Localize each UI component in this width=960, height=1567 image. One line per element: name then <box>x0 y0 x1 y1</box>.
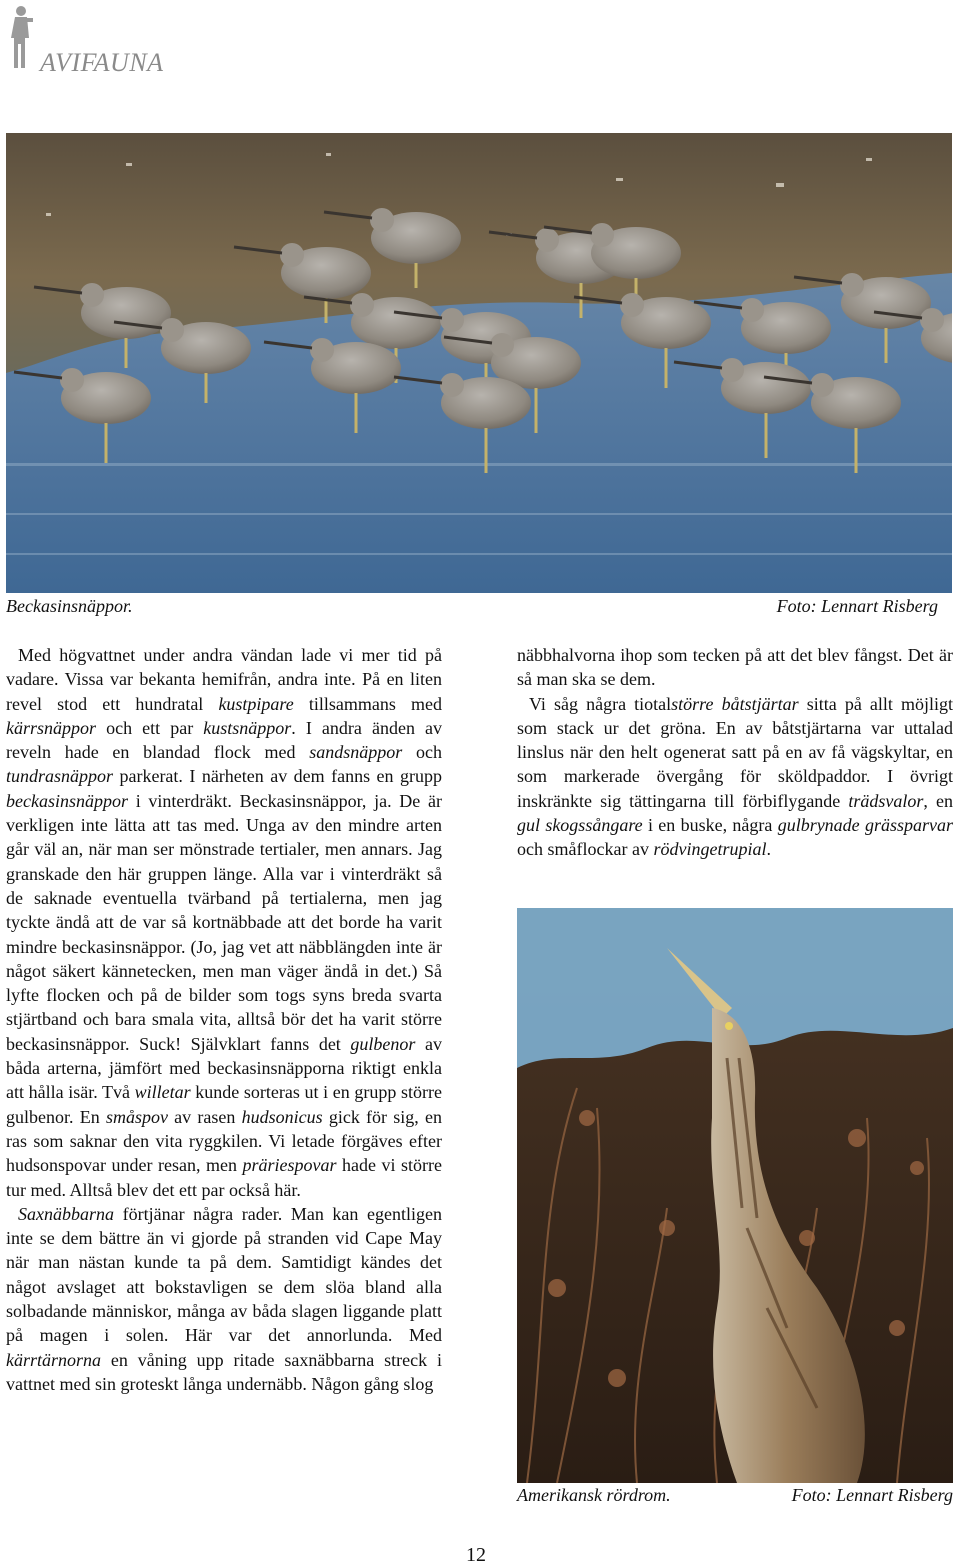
species-name: trädsvalor <box>848 790 924 811</box>
species-name: småspov <box>105 1106 168 1127</box>
photo-beckasinsnappor <box>6 133 952 593</box>
text-run: förtjänar några rader. Man kan egentligen inte se dem bättre än vi gjorde på stranden vid Cape May när man nästan kunde ta på dem. Samtidigt kändes det något avslaget att bokstavligen se dem slöa bland alla solbadande människor, många av båda slagen liggande platt på magen i solen. Här var det annorlunda. Med <box>6 1203 442 1346</box>
text-run: gick för sig, en ras som saknar den vita ryggkilen. Vi letade förgäves efter hudsonspovar under resan, men <box>6 1106 442 1176</box>
photo-caption: Beckasinsnäppor. <box>6 596 133 616</box>
birdwatcher-logo-icon <box>6 4 34 70</box>
page-number: 12 <box>466 1544 486 1566</box>
text-run: av rasen <box>167 1106 242 1127</box>
species-name: beckasinsnäppor <box>6 790 128 811</box>
species-name: gulbenor <box>350 1033 416 1054</box>
paragraph <box>6 643 442 1202</box>
text-run: näbbhalvorna ihop som tecken på att det blev fångst. Det är så man ska se dem. <box>517 645 953 690</box>
species-name: kärrsnäppor <box>6 717 97 738</box>
photo-caption: Amerikansk rördrom. <box>517 1485 671 1505</box>
article-column-right <box>517 643 953 862</box>
text-run: tillsammans med <box>293 693 442 714</box>
species-name: kustsnäppor <box>203 717 292 738</box>
paragraph <box>517 692 953 862</box>
text-run: . <box>766 839 771 860</box>
bittern-image <box>517 908 953 1483</box>
text-run: och <box>402 742 442 763</box>
article-column-left <box>6 643 442 1396</box>
shorebird-flock-image <box>6 133 952 593</box>
species-name: kärrtärnorna <box>6 1349 102 1370</box>
text-run: parkerat. I närheten av dem fanns en grupp <box>113 766 442 787</box>
species-name: hudsonicus <box>241 1106 323 1127</box>
text-run: i en buske, några <box>642 815 778 836</box>
paragraph <box>517 643 953 692</box>
text-run: av båda arterna, jämfört med beckasinsnäpporna riktigt enkla att hålla isär. Två <box>6 1033 442 1103</box>
species-name: gul skogssångare <box>517 815 643 836</box>
species-name: större båtstjärtar <box>671 693 799 714</box>
species-name: Saxnäbbarna <box>18 1203 114 1224</box>
text-run: . I andra änden av reveln hade en blandad flock med <box>6 717 442 763</box>
text-run: Vi såg några tiotal <box>529 693 672 714</box>
photo-amerikansk-rordrom <box>517 908 953 1483</box>
text-run: sitta på allt möjligt som stack ur det gröna. En av båtstjärtarna var uttalad linslus när den helt ogenerat satt på en av få vägskyltar, en som markerade övergång för sköldpaddor. I övrigt inskränkte sig tättingarna till förbiflygande <box>517 693 953 811</box>
text-run: , en <box>923 790 953 811</box>
text-run: en våning upp ritade saxnäbbarna streck i vattnet med sin groteskt långa undernäbb. Någon gång slog <box>6 1349 442 1394</box>
species-name: rödvingetrupial <box>653 839 767 860</box>
species-name: sandsnäppor <box>309 742 403 763</box>
text-run: hade vi större tur med. Alltså blev det ett par också här. <box>6 1155 442 1200</box>
paragraph <box>6 1202 442 1396</box>
text-run: och småflockar av <box>517 839 654 860</box>
text-run: och ett par <box>96 717 204 738</box>
text-run: Med högvattnet under andra vändan lade vi mer tid på vadare. Vissa var bekanta hemifrån, andra inte. På en liten revel stod ett hundratal <box>6 645 442 714</box>
text-run: i vinterdräkt. Beckasinsnäppor, ja. De är verkligen inte lätta att tas med. Unga av den mindre arten går väl an, när man ser mönstrade tertialer, men annars. Jag granskade den här gruppen länge. Alla var i vinterdräkt så de saknade eventuella tvärband på tertialerna, men jag tyckte ändå att de var så kortnäbbade att det borde ha varit mindre beckasinsnäppor. (Jo, jag vet att näbblängden inte är något säkert kännetecken, men man väger ändå in det.) Så lyfte flocken och på de bilder som togs syns breda svarta stjärtband och bara smala vita, alltså bör det ha varit större beckasinsnäppor. Suck! Självklart fanns det <box>6 790 442 1054</box>
text-run: kunde sorteras ut i en grupp större gulbenor. En <box>6 1082 442 1127</box>
species-name: tundrasnäppor <box>6 766 114 787</box>
species-name: kustpipare <box>218 693 294 714</box>
species-name: gulbrynade grässparvar <box>777 815 953 836</box>
logo-text: AVIFAUNA <box>40 48 164 77</box>
species-name: präriespovar <box>242 1155 337 1176</box>
photo-credit: Foto: Lennart Risberg <box>776 596 938 616</box>
photo-credit: Foto: Lennart Risberg <box>791 1485 953 1505</box>
species-name: willetar <box>134 1082 191 1103</box>
